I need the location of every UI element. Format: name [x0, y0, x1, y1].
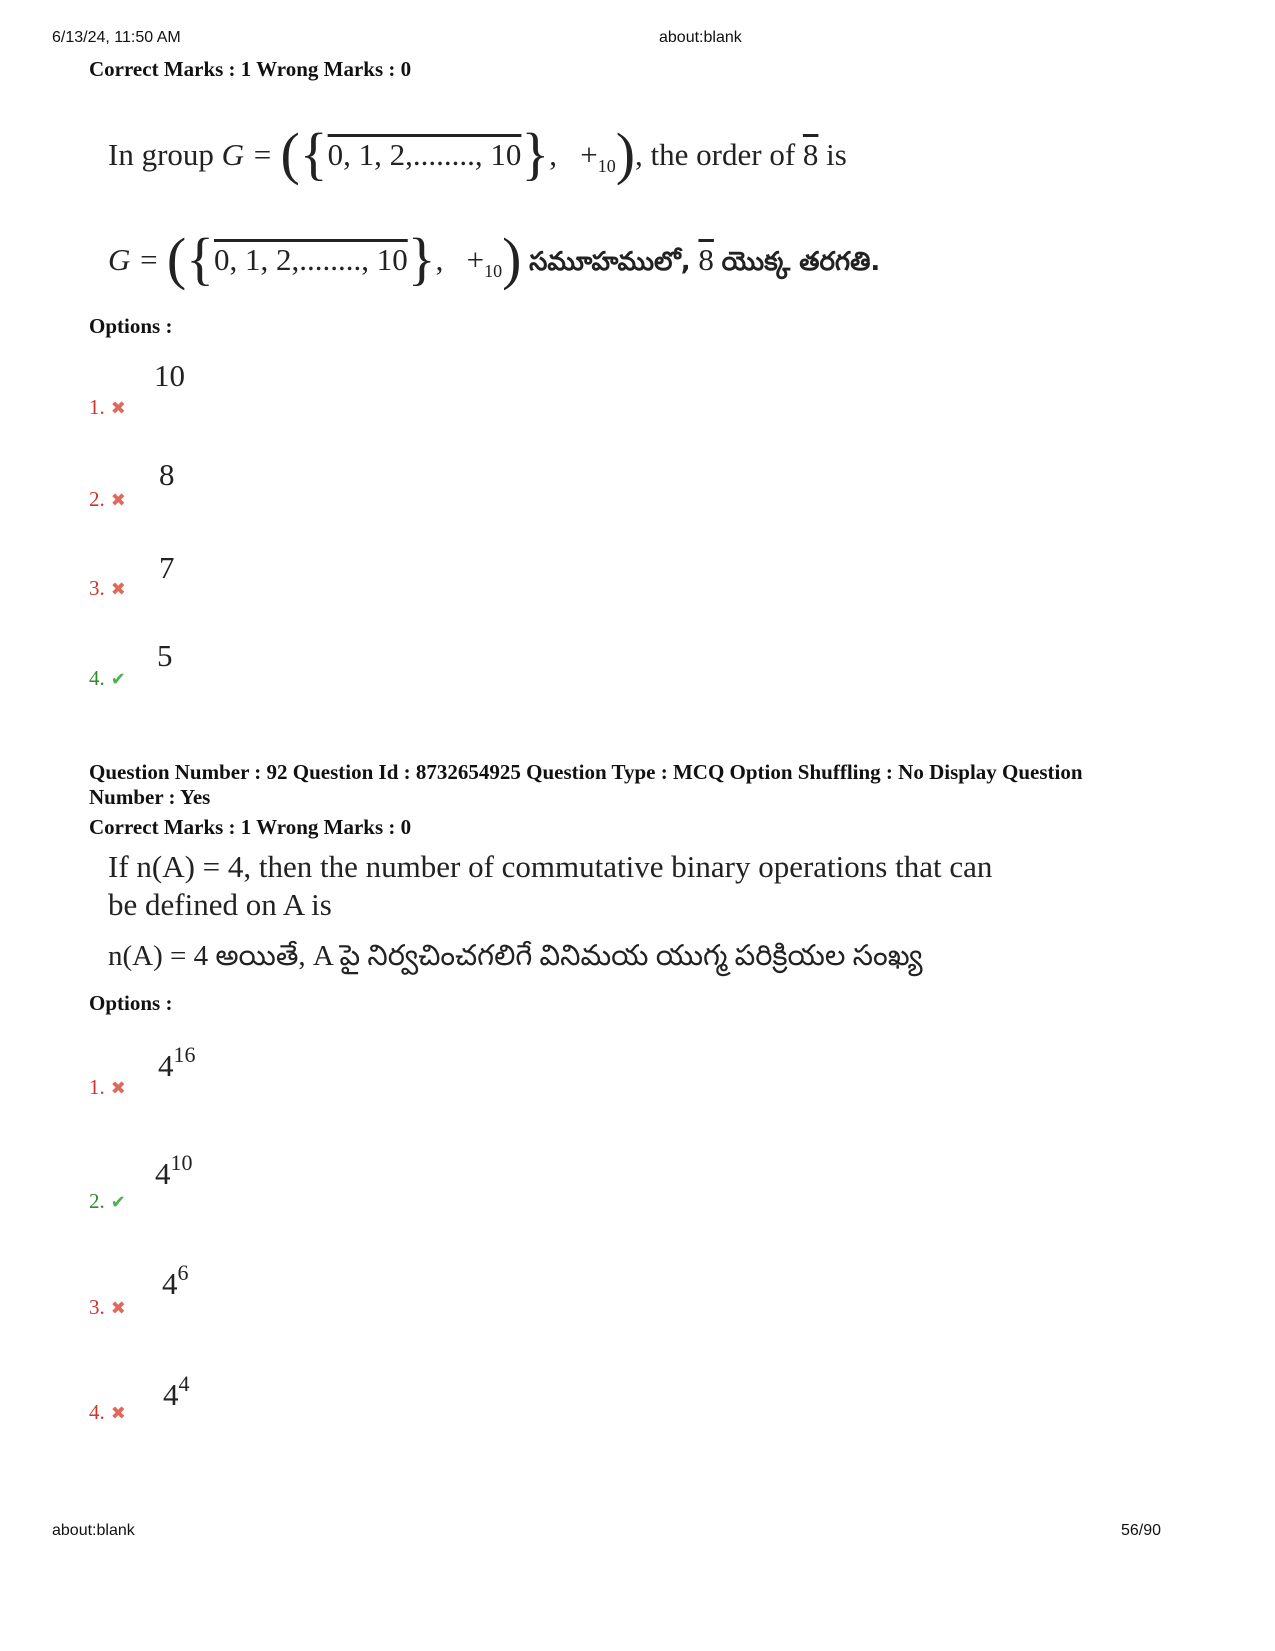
- q92-options-label: Options :: [89, 991, 173, 1015]
- q91-option-1-value: 10: [154, 358, 185, 393]
- q92-option-1-value: [158, 1042, 196, 1084]
- q92-option-2-base: 4: [155, 1156, 171, 1191]
- q91-te-set-elements: 0, 1, 2,........, 10: [213, 242, 408, 277]
- q92-option-4-base: 4: [163, 1377, 179, 1412]
- print-url-footer: about:blank: [52, 1522, 135, 1539]
- cross-icon: ✖: [110, 1298, 126, 1318]
- q91-set-elements: 0, 1, 2,........, 10: [327, 137, 522, 172]
- q92-option-4-number: 4.: [89, 1400, 105, 1424]
- q91-option-1-number: 1.: [89, 395, 105, 419]
- q91-open-paren: (: [280, 121, 300, 186]
- q91-option-2-number: 2.: [89, 487, 105, 511]
- q92-option-2-exp: 10: [170, 1150, 193, 1175]
- q91-g-eq: G =: [221, 137, 273, 172]
- cross-icon: ✖: [110, 1403, 126, 1423]
- q91-te-plus-sub: 10: [484, 261, 503, 282]
- q91-plus: +: [580, 137, 598, 172]
- q91-marks: Correct Marks : 1 Wrong Marks : 0: [89, 57, 412, 81]
- q92-option-3: [89, 1295, 126, 1320]
- q91-option-2: [89, 487, 126, 512]
- q92-option-3-value: [162, 1260, 189, 1302]
- q92-option-1-exp: 16: [173, 1042, 196, 1067]
- q92-question-en-line2: be defined on A is: [108, 887, 332, 922]
- q91-close-brace: }: [521, 121, 550, 186]
- q91-option-1: [89, 395, 126, 420]
- q92-option-2-value: [155, 1150, 193, 1192]
- q92-option-3-base: 4: [162, 1266, 178, 1301]
- q92-question-te: n(A) = 4 అయితే, A పై నిర్వచించగలిగే వినిమయ యుగ్మ పరిక్రియల సంఖ్య: [108, 940, 923, 972]
- q92-meta: [89, 760, 1189, 810]
- q91-option-2-value: 8: [159, 457, 175, 492]
- q91-option-3: [89, 576, 126, 601]
- q91-en-eight: 8: [802, 137, 819, 172]
- q91-question-te: G = ({0, 1, 2,........, 10}, $+_{10}$) సమూహములో, 8 యొక్క తరగతి.: [108, 226, 881, 291]
- q92-option-1-number: 1.: [89, 1075, 105, 1099]
- q91-te-close-brace: }: [407, 226, 436, 291]
- cross-icon: ✖: [110, 1078, 126, 1098]
- cross-icon: ✖: [110, 490, 126, 510]
- q91-option-3-value: 7: [159, 550, 175, 585]
- q91-te-plus: +: [466, 242, 485, 277]
- q91-en-is: is: [826, 137, 847, 172]
- q91-te-close-paren: ): [502, 226, 522, 291]
- q91-question-en: In group G = ({0, 1, 2,........, 10}, $+_{10}$), the order of 8 is: [108, 121, 847, 186]
- q91-te-end: యొక్క తరగతి.: [721, 247, 881, 277]
- q92-option-2-number: 2.: [89, 1189, 105, 1213]
- q91-close-paren: ): [615, 121, 636, 186]
- cross-icon: ✖: [110, 398, 126, 418]
- q92-meta-line1: Question Number : 92 Question Id : 8732654925 Question Type : MCQ Option Shuffling : No Display Question: [89, 760, 1083, 784]
- q92-option-3-number: 3.: [89, 1295, 105, 1319]
- q91-plus-sub: 10: [597, 156, 616, 177]
- q91-in-group: In group: [108, 137, 214, 172]
- q92-option-1-base: 4: [158, 1048, 174, 1083]
- q91-te-open-brace: {: [186, 226, 214, 291]
- cross-icon: ✖: [110, 579, 126, 599]
- q91-option-4: [89, 666, 126, 691]
- q91-option-4-number: 4.: [89, 666, 105, 690]
- q92-meta-line2: Number : Yes: [89, 785, 211, 809]
- q92-option-4: [89, 1400, 126, 1425]
- check-icon: ✔: [110, 1192, 126, 1212]
- q91-open-brace: {: [299, 121, 328, 186]
- q91-te-g-eq: G =: [108, 242, 160, 277]
- q91-te-open-paren: (: [166, 226, 187, 291]
- page-number: 56/90: [1121, 1522, 1162, 1539]
- q92-option-3-exp: 6: [177, 1260, 189, 1285]
- q91-te-eight: 8: [698, 242, 714, 277]
- print-url-header: about:blank: [659, 29, 742, 46]
- q92-question-en-line1: If n(A) = 4, then the number of commutative binary operations that can: [108, 849, 993, 884]
- q91-en-tail: , the order of: [635, 137, 796, 172]
- q91-te-tail: సమూహములో,: [529, 247, 691, 277]
- print-datetime: 6/13/24, 11:50 AM: [52, 29, 181, 46]
- q92-option-1: [89, 1075, 126, 1100]
- q92-option-4-value: [163, 1371, 190, 1413]
- check-icon: ✔: [110, 669, 126, 689]
- q92-option-2: [89, 1189, 126, 1214]
- q92-question-en: [108, 848, 1168, 924]
- q91-option-3-number: 3.: [89, 576, 105, 600]
- q92-option-4-exp: 4: [178, 1371, 190, 1396]
- q91-options-label: Options :: [89, 314, 173, 338]
- q91-option-4-value: 5: [157, 638, 173, 673]
- q92-marks: Correct Marks : 1 Wrong Marks : 0: [89, 815, 412, 839]
